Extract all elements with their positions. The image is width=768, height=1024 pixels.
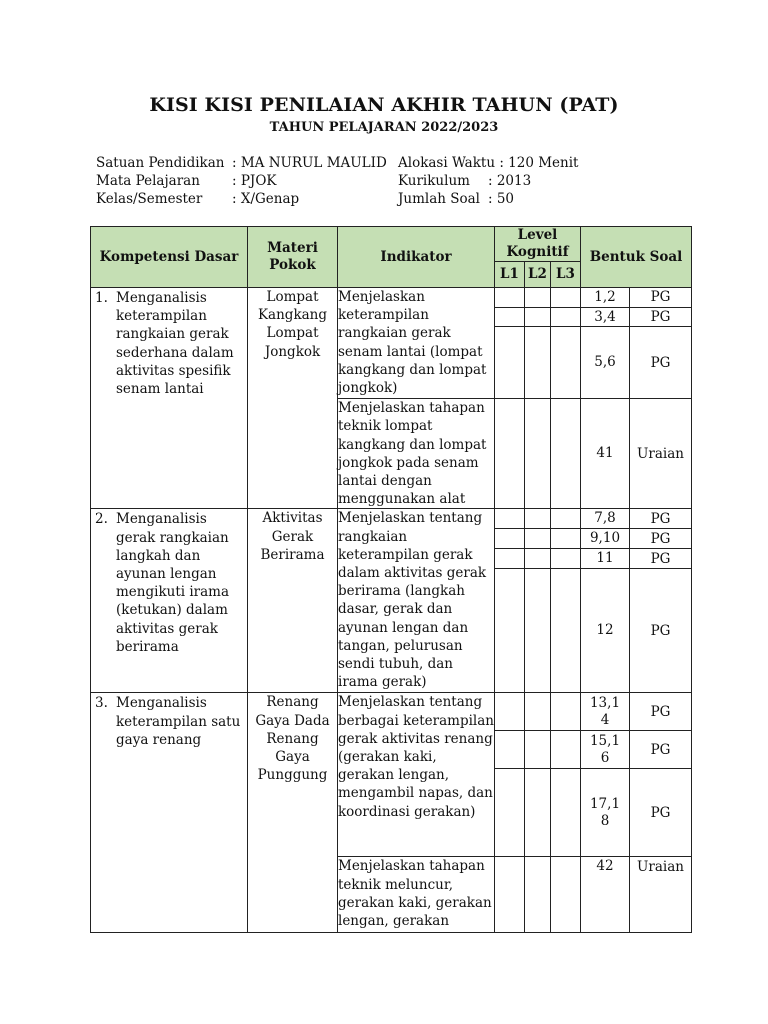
- level-l3-cell: [551, 399, 581, 509]
- level-l1-cell: [495, 399, 525, 509]
- level-l2-cell: [525, 327, 551, 399]
- bentuk-soal: Uraian: [630, 857, 692, 933]
- level-l1-cell: [495, 529, 525, 549]
- bentuk-soal: PG: [630, 693, 692, 731]
- info-label: Kelas/Semester: [96, 191, 203, 207]
- level-l2-cell: [525, 308, 551, 327]
- bentuk-soal: PG: [630, 569, 692, 693]
- bentuk-soal: PG: [630, 327, 692, 399]
- materi-cell: Renang Gaya Dada Renang Gaya Punggung: [248, 693, 338, 933]
- level-l3-cell: [551, 327, 581, 399]
- info-value: : 2013: [488, 173, 532, 189]
- bentuk-soal: Uraian: [630, 399, 692, 509]
- level-l3-cell: [551, 509, 581, 529]
- bentuk-soal: PG: [630, 288, 692, 308]
- level-l1-cell: [495, 288, 525, 308]
- level-l2-cell: [525, 529, 551, 549]
- table-row: [91, 693, 692, 731]
- info-label: Satuan Pendidikan: [96, 155, 225, 171]
- level-l2-cell: [525, 857, 551, 933]
- bentuk-soal: PG: [630, 549, 692, 569]
- nomor-soal: 3,4: [581, 308, 630, 327]
- level-l1-cell: [495, 731, 525, 769]
- document-subtitle: TAHUN PELAJARAN 2022/2023: [269, 120, 499, 135]
- nomor-soal: 42: [581, 857, 630, 933]
- level-l3-cell: [551, 569, 581, 693]
- nomor-soal: 41: [581, 399, 630, 509]
- level-l1-cell: [495, 509, 525, 529]
- header-level-kognitif: Level Kognitif: [495, 227, 581, 262]
- info-value: : PJOK: [232, 173, 277, 189]
- header-kompetensi-dasar: Kompetensi Dasar: [91, 227, 248, 288]
- materi-cell: Lompat Kangkang Lompat Jongkok: [248, 288, 338, 509]
- header-materi-pokok: Materi Pokok: [248, 227, 338, 288]
- level-l1-cell: [495, 769, 525, 857]
- level-l1-cell: [495, 308, 525, 327]
- info-kelas-semester: [96, 190, 387, 208]
- nomor-soal: 15,1 6: [581, 731, 630, 769]
- header-l1: L1: [495, 262, 525, 288]
- bentuk-soal: PG: [630, 769, 692, 857]
- bentuk-soal: PG: [630, 731, 692, 769]
- info-value: : 120 Menit: [499, 155, 579, 171]
- indikator-cell: Menjelaskan tahapan teknik lompat kangkang dan lompat jongkok pada senam lantai dengan menggunakan alat: [338, 399, 495, 509]
- table-row: [91, 509, 692, 529]
- kd-cell: [91, 693, 248, 933]
- level-l1-cell: [495, 693, 525, 731]
- level-l1-cell: [495, 857, 525, 933]
- info-value: : MA NURUL MAULID: [232, 155, 387, 171]
- level-l1-cell: [495, 549, 525, 569]
- level-l3-cell: [551, 769, 581, 857]
- level-l2-cell: [525, 731, 551, 769]
- kisi-kisi-table: [90, 226, 692, 933]
- kd-text: Menganalisis gerak rangkaian langkah dan ayunan lengan mengikuti irama (ketukan) dalam aktivitas gerak berirama: [116, 511, 230, 655]
- info-satuan-pendidikan: [96, 154, 387, 172]
- header-bentuk-soal: Bentuk Soal: [581, 227, 692, 288]
- info-value: : 50: [488, 191, 515, 207]
- indikator-cell: Menjelaskan tentang rangkaian keterampilan gerak dalam aktivitas gerak berirama (langkah dasar, gerak dan ayunan lengan dan tangan, pelurusan sendi tubuh, dan irama gerak): [338, 509, 495, 693]
- nomor-soal: 17,1 8: [581, 769, 630, 857]
- kd-cell: [91, 288, 248, 509]
- kd-text: Menganalisis keterampilan satu gaya renang: [116, 695, 241, 748]
- info-mata-pelajaran: [96, 172, 387, 190]
- bentuk-soal: PG: [630, 529, 692, 549]
- level-l3-cell: [551, 529, 581, 549]
- level-l2-cell: [525, 288, 551, 308]
- info-label: Jumlah Soal: [398, 191, 481, 207]
- level-l1-cell: [495, 569, 525, 693]
- indikator-cell: Menjelaskan keterampilan rangkaian gerak senam lantai (lompat kangkang dan lompat jongkok): [338, 288, 495, 399]
- materi-cell: Aktivitas Gerak Berirama: [248, 509, 338, 693]
- level-l2-cell: [525, 549, 551, 569]
- kd-number: 2.: [95, 511, 108, 528]
- bentuk-soal: PG: [630, 308, 692, 327]
- nomor-soal: 13,1 4: [581, 693, 630, 731]
- nomor-soal: 11: [581, 549, 630, 569]
- info-label: Kurikulum: [398, 173, 470, 189]
- indikator-cell: Menjelaskan tahapan teknik meluncur, gerakan kaki, gerakan lengan, gerakan: [338, 857, 495, 933]
- nomor-soal: 5,6: [581, 327, 630, 399]
- bentuk-soal: PG: [630, 509, 692, 529]
- level-l3-cell: [551, 308, 581, 327]
- level-l2-cell: [525, 509, 551, 529]
- nomor-soal: 12: [581, 569, 630, 693]
- nomor-soal: 9,10: [581, 529, 630, 549]
- header-l3: L3: [551, 262, 581, 288]
- kd-number: 1.: [95, 290, 108, 306]
- kd-text: Menganalisis keterampilan rangkaian gerak sederhana dalam aktivitas spesifik senam lantai: [116, 290, 234, 398]
- level-l3-cell: [551, 288, 581, 308]
- info-kurikulum: [398, 172, 578, 190]
- info-right: [398, 154, 578, 208]
- level-l3-cell: [551, 731, 581, 769]
- info-jumlah-soal: [398, 190, 578, 208]
- level-l3-cell: [551, 857, 581, 933]
- level-l1-cell: [495, 327, 525, 399]
- info-alokasi-waktu: [398, 154, 578, 172]
- level-l3-cell: [551, 693, 581, 731]
- level-l2-cell: [525, 569, 551, 693]
- level-l2-cell: [525, 693, 551, 731]
- level-l2-cell: [525, 769, 551, 857]
- info-left: [96, 154, 387, 208]
- level-l2-cell: [525, 399, 551, 509]
- nomor-soal: 1,2: [581, 288, 630, 308]
- indikator-cell: Menjelaskan tentang berbagai keterampilan gerak aktivitas renang (gerakan kaki, gerakan lengan, mengambil napas, dan koordinasi gerakan): [338, 693, 495, 857]
- kd-number: 3.: [95, 695, 108, 712]
- info-label: Mata Pelajaran: [96, 173, 200, 189]
- table-row: [91, 288, 692, 308]
- info-label: Alokasi Waktu: [398, 155, 496, 171]
- header-l2: L2: [525, 262, 551, 288]
- kd-cell: [91, 509, 248, 693]
- nomor-soal: 7,8: [581, 509, 630, 529]
- info-value: : X/Genap: [232, 191, 300, 207]
- header-indikator: Indikator: [338, 227, 495, 288]
- document-title: KISI KISI PENILAIAN AKHIR TAHUN (PAT): [149, 94, 619, 116]
- level-l3-cell: [551, 549, 581, 569]
